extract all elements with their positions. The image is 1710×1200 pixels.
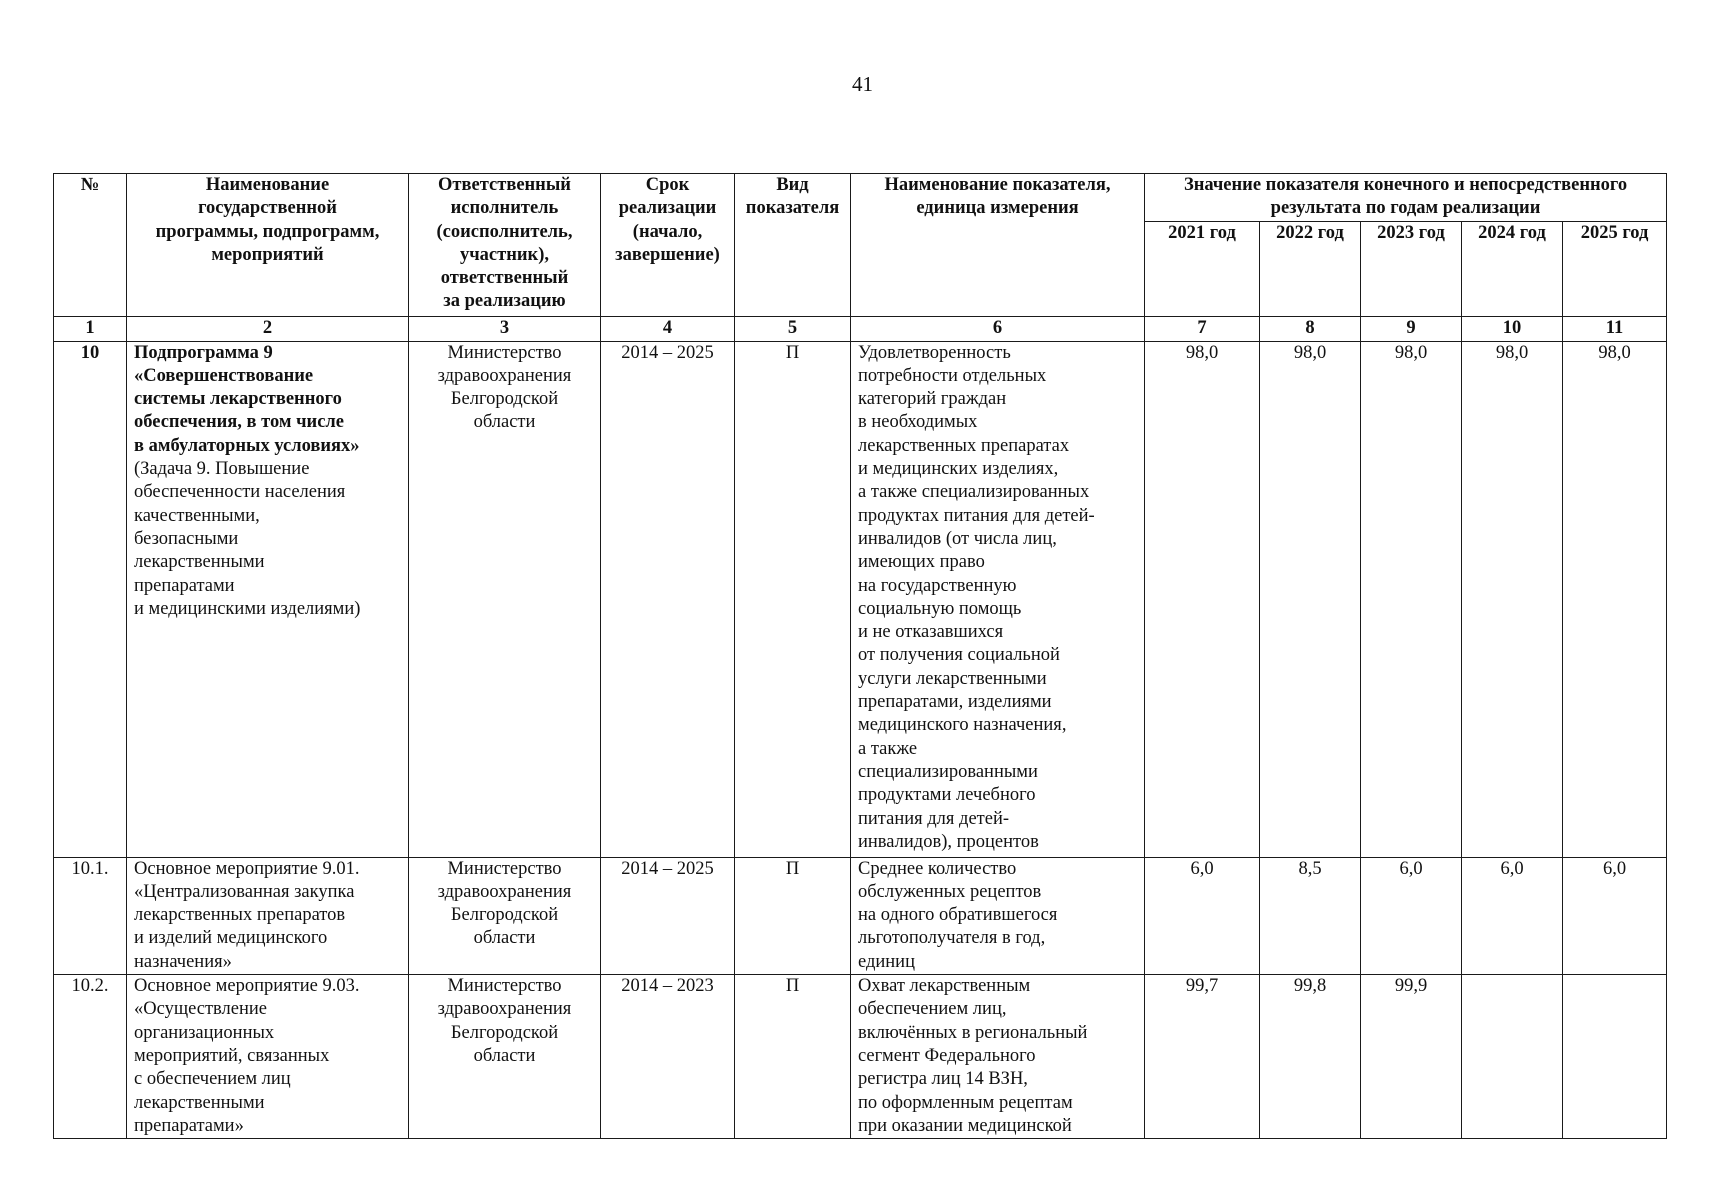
program-name-cell: Основное мероприятие 9.01. «Централизованная закупка лекарственных препаратов и изделий медицинского назначения» — [127, 857, 409, 974]
value-2025: 6,0 — [1563, 857, 1667, 974]
column-index: 8 — [1260, 316, 1361, 341]
value-2024 — [1462, 975, 1563, 1139]
indicator-name-cell: Охват лекарственным обеспечением лиц, включённых в региональный сегмент Федерального регистра лиц 14 ВЗН, по оформленным рецептам при оказании медицинской — [851, 975, 1145, 1139]
value-2023: 98,0 — [1361, 341, 1462, 857]
header-values-group: Значение показателя конечного и непосредственного результата по годам реализации — [1145, 174, 1667, 222]
column-index: 3 — [409, 316, 601, 341]
subprogram-title: Подпрограмма 9 «Совершенствование системы лекарственного обеспечения, в том числе в амбулаторных условиях» — [134, 342, 360, 456]
value-2022: 99,8 — [1260, 975, 1361, 1139]
indicator-type-cell: П — [735, 341, 851, 857]
table-row-event-9-03 — [54, 975, 1667, 1139]
header-year-2025: 2025 год — [1563, 221, 1667, 316]
indicator-type-cell: П — [735, 857, 851, 974]
period-cell: 2014 – 2025 — [601, 341, 735, 857]
executor-cell: Министерство здравоохранения Белгородской области — [409, 857, 601, 974]
column-index: 5 — [735, 316, 851, 341]
row-number: 10.2. — [54, 975, 127, 1139]
header-indicator-type: Вид показателя — [735, 174, 851, 317]
header-program-name: Наименование государственной программы, подпрограмм, мероприятий — [127, 174, 409, 317]
value-2024: 6,0 — [1462, 857, 1563, 974]
column-index: 10 — [1462, 316, 1563, 341]
page-number: 41 — [852, 72, 873, 96]
period-cell: 2014 – 2025 — [601, 857, 735, 974]
column-index: 6 — [851, 316, 1145, 341]
header-executor: Ответственный исполнитель (соисполнитель, участник), ответственный за реализацию — [409, 174, 601, 317]
value-2025: 98,0 — [1563, 341, 1667, 857]
column-index: 4 — [601, 316, 735, 341]
indicator-type-cell: П — [735, 975, 851, 1139]
header-year-2023: 2023 год — [1361, 221, 1462, 316]
value-2023: 99,9 — [1361, 975, 1462, 1139]
value-2022: 98,0 — [1260, 341, 1361, 857]
header-period: Срок реализации (начало, завершение) — [601, 174, 735, 317]
header-year-2021: 2021 год — [1145, 221, 1260, 316]
executor-cell: Министерство здравоохранения Белгородской области — [409, 975, 601, 1139]
column-index: 7 — [1145, 316, 1260, 341]
column-index: 9 — [1361, 316, 1462, 341]
value-2024: 98,0 — [1462, 341, 1563, 857]
column-number-row — [54, 316, 1667, 341]
subprogram-task: (Задача 9. Повышение обеспеченности населения качественными, безопасными лекарственными препаратами и медицинскими изделиями) — [134, 459, 361, 619]
column-index: 2 — [127, 316, 409, 341]
value-2025 — [1563, 975, 1667, 1139]
row-number: 10 — [54, 341, 127, 857]
indicator-name-cell: Удовлетворенность потребности отдельных категорий граждан в необходимых лекарственных препаратах и медицинских изделиях, а также специализированных продуктах питания для детей- инвалидов (от числа лиц, имеющих право на государственную социальную помощь и не отказавшихся от получения социальной услуги лекарственными препаратами, изделиями медицинского назначения, а также специализированными продуктами лечебного питания для детей- инвалидов), процентов — [851, 341, 1145, 857]
program-name-cell — [127, 341, 409, 857]
program-name-cell: Основное мероприятие 9.03. «Осуществление организационных мероприятий, связанных с обеспечением лиц лекарственными препаратами» — [127, 975, 409, 1139]
table-row-subprogram-9 — [54, 341, 1667, 857]
column-index: 11 — [1563, 316, 1667, 341]
value-2021: 6,0 — [1145, 857, 1260, 974]
header-indicator-name: Наименование показателя, единица измерения — [851, 174, 1145, 317]
row-number: 10.1. — [54, 857, 127, 974]
header-number: № — [54, 174, 127, 317]
table-row-event-9-01 — [54, 857, 1667, 974]
value-2021: 98,0 — [1145, 341, 1260, 857]
header-row-top — [54, 174, 1667, 222]
value-2023: 6,0 — [1361, 857, 1462, 974]
header-year-2024: 2024 год — [1462, 221, 1563, 316]
column-index: 1 — [54, 316, 127, 341]
executor-cell: Министерство здравоохранения Белгородской области — [409, 341, 601, 857]
program-indicators-table — [53, 173, 1667, 1139]
header-year-2022: 2022 год — [1260, 221, 1361, 316]
value-2021: 99,7 — [1145, 975, 1260, 1139]
period-cell: 2014 – 2023 — [601, 975, 735, 1139]
value-2022: 8,5 — [1260, 857, 1361, 974]
indicator-name-cell: Среднее количество обслуженных рецептов на одного обратившегося льготополучателя в год, единиц — [851, 857, 1145, 974]
